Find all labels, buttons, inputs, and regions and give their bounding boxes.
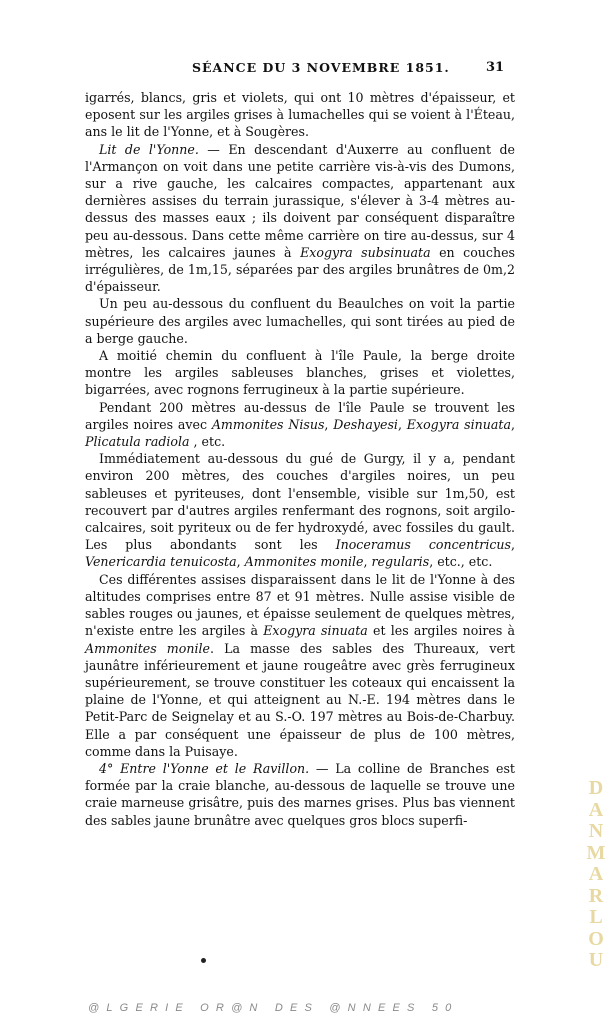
text-run: ,: [363, 554, 372, 570]
italic-text: Exogyra sinuata: [406, 416, 511, 432]
watermark-letter: U: [588, 949, 604, 971]
italic-text: Exogyra subsinuata: [300, 244, 431, 260]
italic-text: Lit de l'Yonne.: [99, 141, 199, 157]
paragraph: [85, 295, 515, 347]
text-run: . La masse des sables des Thureaux, vert jaunâtre inférieurement et jaune rougeâtre avec grès ferrugineux supérieurement, se trouve constituer les coteaux qui encaissent la plaine de l'Yonne, et qui atteignent au N.-E. 194 mètres dans le Petit-Parc de Seignelay et au S.-O. 197 mètres au Bois-de-Charbuy. Elle a par conséquent une épaisseur de plus de 100 mètres, comme dans la Puisaye.: [85, 640, 515, 759]
text-run: Un peu au-dessous du confluent du Beaulches on voit la partie supérieure des argiles avec lumachelles, qui sont tirées au pied de a berge gauche.: [85, 296, 515, 346]
page-header: [0, 60, 610, 82]
page-body: [85, 89, 515, 829]
text-run: ,: [510, 416, 515, 432]
watermark-letter: A: [588, 798, 604, 821]
paragraph: [85, 399, 515, 451]
watermark-letter: N: [588, 820, 604, 842]
italic-text: Inoceramus concentricus: [335, 537, 511, 553]
text-run: , etc.: [189, 434, 226, 450]
page-number: 31: [486, 60, 505, 75]
text-run: — En descendant d'Auxerre au confluent de l'Armançon on voit dans une petite carrière vis-à-vis des Dumons, sur a rive gauche, les calcaires compactes, appartenant aux dernières assises du terrain jurassique, s'élever à 3-4 mètres au-dessus des masses eaux ; ils doivent par conséquent disparaître peu au-dessous. Dans cette même carrière on tire au-dessus, sur 4 mètres, les calcaires jaunes à: [85, 141, 515, 260]
text-run: ,: [236, 554, 245, 570]
text-run: ,: [397, 416, 407, 432]
paragraph: [85, 141, 515, 296]
italic-text: Exogyra sinuata: [263, 623, 368, 639]
text-run: — La colline de Branches est formée par la craie blanche, au-dessous de laquelle se trouve une craie marneuse grisâtre, puis des marnes grises. Plus bas viennent des sables jaune brunâtre avec quelques gros blocs superfi-: [85, 760, 515, 828]
text-run: igarrés, blancs, gris et violets, qui ont 10 mètres d'épaisseur, et eposent sur les argiles grises à lumachelles qui se voient à l'Éteau, ans le lit de l'Yonne, et à Sougères.: [85, 90, 515, 140]
text-run: ,: [510, 537, 515, 553]
italic-text: Deshayesi: [333, 416, 398, 432]
watermark-letter: A: [588, 863, 604, 885]
text-run: ,: [324, 416, 334, 432]
paragraph: [85, 450, 515, 570]
italic-text: Plicatula radiola: [85, 434, 190, 450]
text-run: , etc., etc.: [429, 554, 493, 570]
watermark-letter: L: [589, 906, 603, 928]
paragraph: [85, 760, 515, 829]
italic-text: Ammonites monile: [85, 640, 210, 656]
text-run: Pendant 200 mètres au-dessus de l'île Paule se trouvent les argiles noires avec: [85, 399, 515, 432]
text-run: A moitié chemin du confluent à l'île Paule, la berge droite montre les argiles sableuses blanches, grises et violettes, bigarrées, avec rognons ferrugineux à la partie supérieure.: [85, 348, 515, 398]
italic-text: regularis: [371, 554, 430, 570]
italic-text: Venericardia tenuicosta: [85, 554, 237, 570]
italic-text: 4° Entre l'Yonne et le Ravillon.: [99, 760, 310, 776]
paragraph: [85, 347, 515, 399]
watermark-letter: R: [588, 884, 604, 907]
watermark: [584, 778, 608, 972]
paragraph: [85, 571, 515, 760]
ink-dot: [201, 958, 206, 963]
paragraph: [85, 89, 515, 141]
text-run: en couches irrégulières, de 1m,15, séparées par des argiles brunâtres de 0m,2 d'épaisseur.: [85, 244, 516, 295]
watermark-letter: O: [588, 927, 604, 950]
text-run: et les argiles noires à: [367, 623, 515, 639]
running-title: SÉANCE DU 3 NOVEMBRE 1851.: [192, 60, 450, 75]
text-run: Ces différentes assises disparaissent dans le lit de l'Yonne à des altitudes comprises entre 87 et 91 mètres. Nulle assise visible de sables rouges ou jaunes, et épaisse seulement de quelques mètres, n'existe entre les argiles à: [85, 571, 515, 639]
text-run: Immédiatement au-dessous du gué de Gurgy, il y a, pendant environ 200 mètres, des couches d'argiles noires, un peu sableuses et pyriteuses, dont l'ensemble, visible sur 1m,50, est recouvert par d'autres argiles renfermant des rognons, soit argilo-calcaires, soit pyriteux ou de fer hydroxydé, avec fossiles du gault. Les plus abondants sont les: [85, 451, 515, 553]
watermark-letter: M: [586, 841, 606, 864]
footer-watermark-text: @LGERIE OR@N DES @NNEES 50: [88, 1002, 459, 1014]
italic-text: Ammonites Nisus: [211, 416, 325, 432]
italic-text: Ammonites monile: [244, 554, 364, 570]
watermark-letter: D: [588, 777, 604, 799]
